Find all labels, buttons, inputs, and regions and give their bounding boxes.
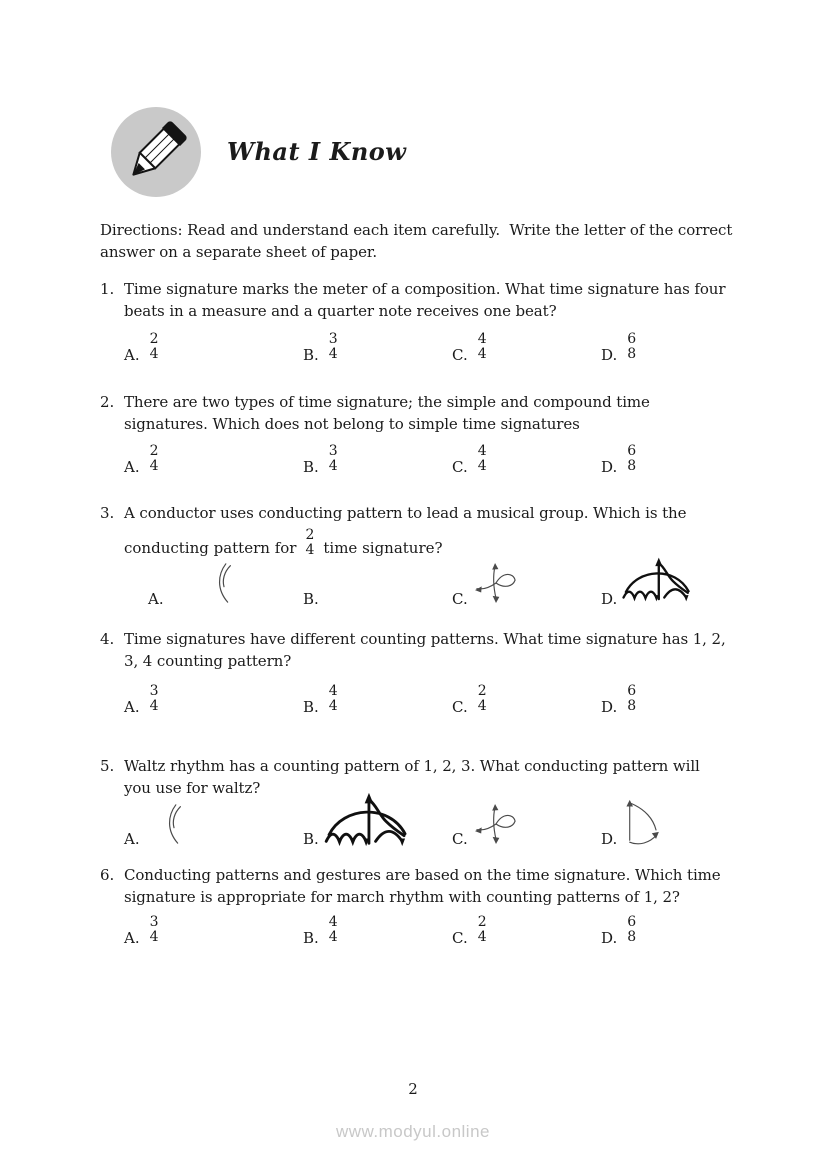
question-2-option-d — [601, 442, 636, 476]
question-2-option-b — [303, 442, 338, 476]
fraction-numerator: 2 — [149, 331, 159, 347]
fraction-numerator: 2 — [477, 683, 487, 699]
fraction-denominator: 4 — [305, 542, 315, 558]
question-2-number: 2. — [100, 393, 115, 411]
fraction-denominator: 8 — [627, 346, 637, 362]
question-4-option-c — [452, 682, 487, 716]
question-6-text-line-1: Conducting patterns and gestures are based on the time signature. Which time — [124, 866, 721, 884]
question-5-text-line-1: Waltz rhythm has a counting pattern of 1, 2, 3. What conducting pattern will — [124, 757, 700, 775]
conducting-pattern-6beat-icon — [322, 791, 414, 848]
question-5-option-d — [601, 800, 660, 848]
fraction-numerator: 4 — [328, 683, 338, 699]
option-letter: B. — [303, 346, 319, 364]
question-2-text-line-1: There are two types of time signature; the simple and compound time — [124, 393, 650, 411]
option-letter: D. — [601, 458, 618, 476]
fraction-numerator: 6 — [627, 331, 637, 347]
question-4-text-line-2: 3, 4 counting pattern? — [124, 652, 292, 670]
option-letter: A. — [124, 458, 140, 476]
time-signature-fraction — [627, 684, 636, 714]
time-signature-fraction — [627, 915, 636, 945]
question-2-option-a — [124, 442, 159, 476]
fraction-denominator: 4 — [328, 698, 338, 714]
question-5-option-b — [303, 800, 414, 848]
question-1-number: 1. — [100, 280, 115, 298]
fraction-denominator: 4 — [149, 698, 159, 714]
question-4-option-d — [601, 682, 636, 716]
fraction-numerator: 3 — [149, 683, 159, 699]
option-letter: C. — [452, 458, 468, 476]
fraction-numerator: 3 — [328, 443, 338, 459]
fraction-numerator: 4 — [328, 914, 338, 930]
conducting-pattern-2beat-icon — [212, 562, 236, 604]
question-1-option-a — [124, 330, 159, 364]
option-letter: A. — [124, 929, 140, 947]
fraction-numerator: 3 — [328, 331, 338, 347]
conducting-pattern-2beat-icon — [162, 803, 186, 845]
option-letter: D. — [601, 830, 618, 848]
option-letter: D. — [601, 590, 618, 608]
question-6-option-b — [303, 913, 338, 947]
question-6-option-a — [124, 913, 159, 947]
option-letter: A. — [124, 830, 140, 848]
time-signature-fraction — [478, 444, 487, 474]
fraction-numerator: 4 — [477, 331, 487, 347]
fraction-denominator: 4 — [328, 458, 338, 474]
time-signature-fraction — [150, 444, 159, 474]
option-letter: C. — [452, 698, 468, 716]
fraction-numerator: 2 — [305, 527, 315, 543]
fraction-numerator: 6 — [627, 683, 637, 699]
option-letter: A. — [148, 590, 164, 608]
option-letter: D. — [601, 698, 618, 716]
question-3-option-c — [452, 556, 519, 608]
question-4-option-b — [303, 682, 338, 716]
time-signature-fraction — [329, 444, 338, 474]
directions-line-2: answer on a separate sheet of paper. — [100, 243, 378, 261]
question-1-option-b — [303, 330, 338, 364]
question-6-number: 6. — [100, 866, 115, 884]
fraction-numerator: 4 — [477, 443, 487, 459]
question-3-option-a — [148, 556, 236, 608]
question-2-option-c — [452, 442, 487, 476]
option-letter: B. — [303, 458, 319, 476]
fraction-denominator: 4 — [477, 346, 487, 362]
option-letter: B. — [303, 698, 319, 716]
option-letter: A. — [124, 698, 140, 716]
fraction-denominator: 4 — [149, 458, 159, 474]
question-1-option-c — [452, 330, 487, 364]
time-signature-fraction — [150, 684, 159, 714]
time-signature-fraction — [329, 332, 338, 362]
option-letter: C. — [452, 830, 468, 848]
time-signature-fraction — [478, 915, 487, 945]
time-signature-fraction — [627, 332, 636, 362]
page-title: What I Know — [227, 137, 407, 166]
option-letter: D. — [601, 929, 618, 947]
option-letter: D. — [601, 346, 618, 364]
pencil-icon — [110, 106, 202, 198]
fraction-denominator: 4 — [477, 458, 487, 474]
question-3-option-d — [601, 556, 696, 608]
directions-line-1: Directions: Read and understand each item carefully. Write the letter of the correct — [100, 221, 733, 239]
question-4-option-a — [124, 682, 159, 716]
conducting-pattern-3beat-icon — [622, 798, 660, 845]
watermark: www.modyul.online — [335, 1122, 490, 1141]
option-letter: B. — [303, 929, 319, 947]
conducting-pattern-6beat-icon — [620, 556, 696, 603]
time-signature-fraction — [150, 915, 159, 945]
question-4-text-line-1: Time signatures have different counting patterns. What time signature has 1, 2, — [124, 630, 726, 648]
question-6-option-d — [601, 913, 636, 947]
question-4-number: 4. — [100, 630, 115, 648]
conducting-pattern-4beat-icon — [473, 562, 519, 604]
fraction-denominator: 4 — [328, 929, 338, 945]
question-1-text-line-2: beats in a measure and a quarter note receives one beat? — [124, 302, 557, 320]
fraction-denominator: 4 — [149, 929, 159, 945]
fraction-denominator: 8 — [627, 698, 637, 714]
question-1-text-line-1: Time signature marks the meter of a composition. What time signature has four — [124, 280, 726, 298]
option-letter: B. — [303, 590, 319, 608]
question-text: time signature? — [323, 539, 443, 557]
header-icon-circle — [110, 106, 202, 202]
option-letter: A. — [124, 346, 140, 364]
option-letter: C. — [452, 590, 468, 608]
fraction-denominator: 4 — [149, 346, 159, 362]
option-letter: C. — [452, 346, 468, 364]
fraction-numerator: 6 — [627, 914, 637, 930]
time-signature-fraction — [329, 684, 338, 714]
fraction-numerator: 3 — [149, 914, 159, 930]
fraction-numerator: 2 — [149, 443, 159, 459]
time-signature-fraction — [150, 332, 159, 362]
inline-time-signature-fraction — [305, 528, 314, 558]
question-6-text-line-2: signature is appropriate for march rhythm with counting patterns of 1, 2? — [124, 888, 680, 906]
fraction-denominator: 4 — [477, 698, 487, 714]
time-signature-fraction — [478, 332, 487, 362]
question-text: conducting pattern for — [124, 539, 297, 557]
question-3-text-line-2 — [124, 522, 443, 558]
fraction-numerator: 2 — [477, 914, 487, 930]
time-signature-fraction — [627, 444, 636, 474]
question-3-text-line-1: A conductor uses conducting pattern to lead a musical group. Which is the — [124, 504, 687, 522]
fraction-numerator: 6 — [627, 443, 637, 459]
fraction-denominator: 4 — [328, 346, 338, 362]
fraction-denominator: 8 — [627, 929, 637, 945]
fraction-denominator: 8 — [627, 458, 637, 474]
page-number: 2 — [408, 1080, 418, 1098]
question-3-number: 3. — [100, 504, 115, 522]
question-5-option-a — [124, 800, 186, 848]
question-3-option-b — [303, 556, 319, 608]
question-5-option-c — [452, 800, 519, 848]
option-letter: B. — [303, 830, 319, 848]
question-1-option-d — [601, 330, 636, 364]
question-6-option-c — [452, 913, 487, 947]
question-5-text-line-2: you use for waltz? — [124, 779, 261, 797]
option-letter: C. — [452, 929, 468, 947]
time-signature-fraction — [478, 684, 487, 714]
fraction-denominator: 4 — [477, 929, 487, 945]
conducting-pattern-4beat-icon — [473, 803, 519, 845]
time-signature-fraction — [329, 915, 338, 945]
question-2-text-line-2: signatures. Which does not belong to simple time signatures — [124, 415, 580, 433]
question-5-number: 5. — [100, 757, 115, 775]
